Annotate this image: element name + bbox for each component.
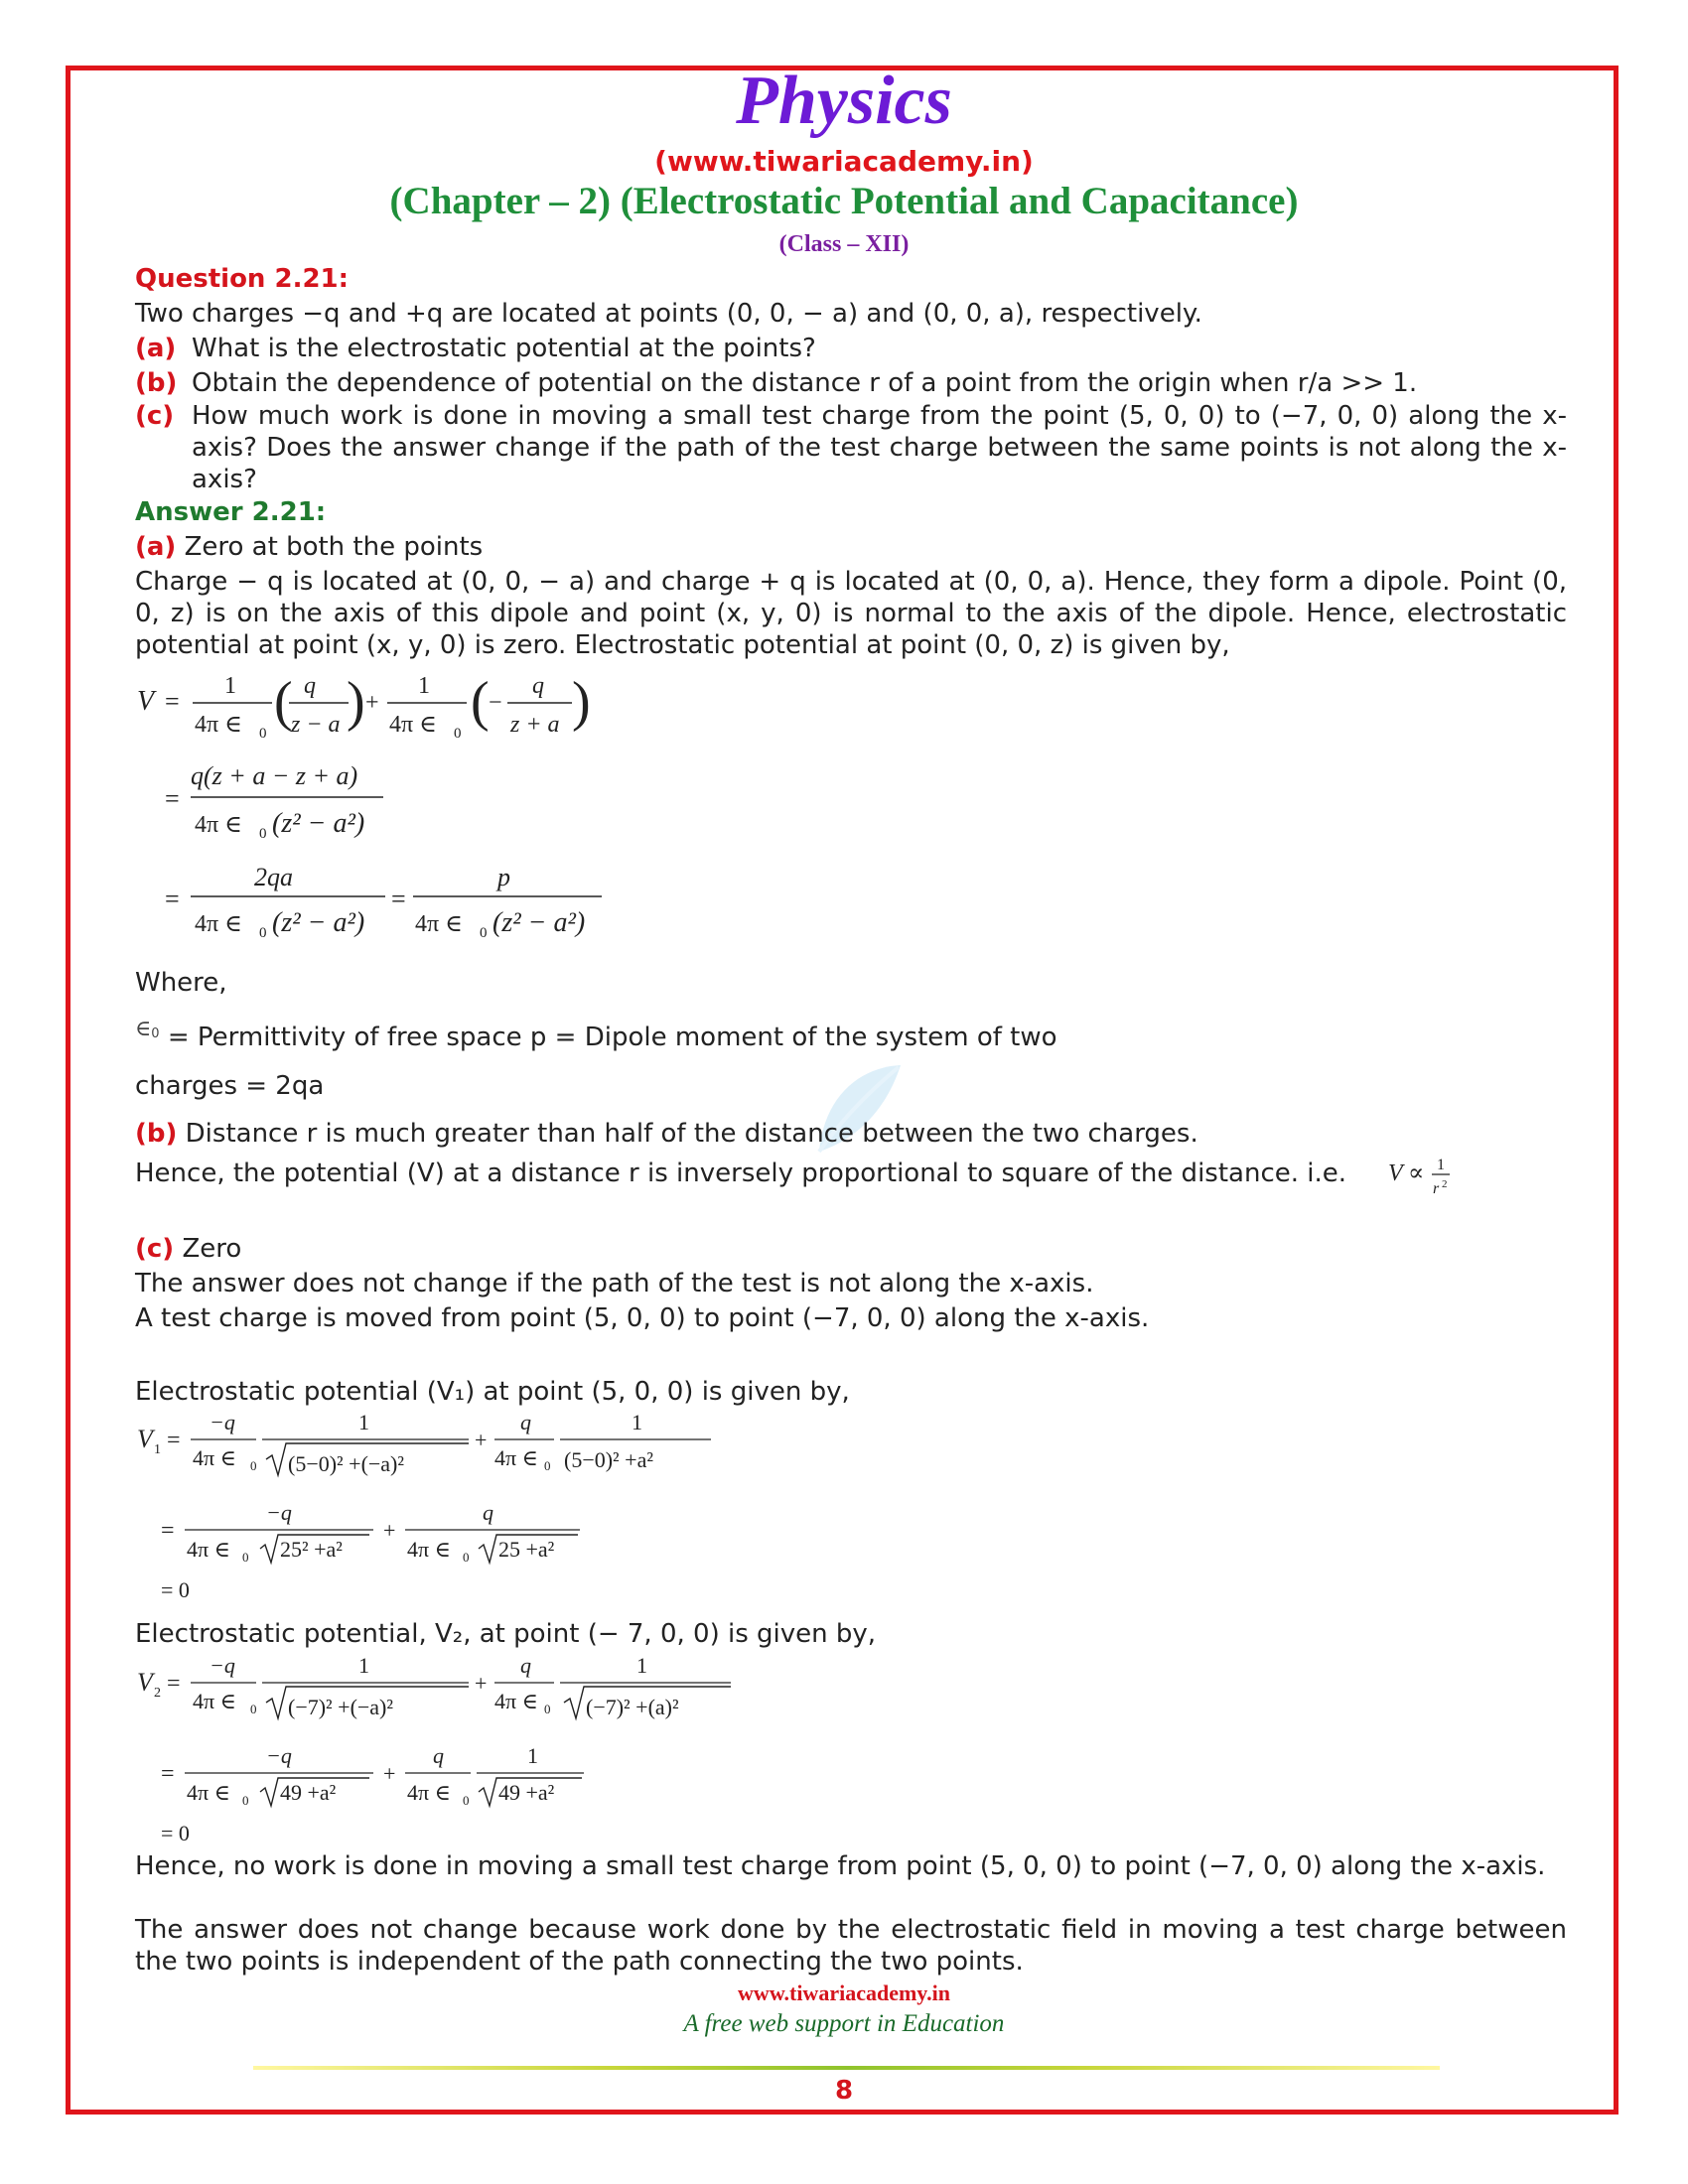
svg-text:=: = bbox=[167, 1428, 181, 1453]
svg-text:−q: −q bbox=[210, 1653, 235, 1678]
answer-part-c-label: (c) bbox=[135, 1234, 175, 1264]
svg-text:25 +a²: 25 +a² bbox=[498, 1537, 555, 1562]
svg-text:−: − bbox=[489, 690, 502, 716]
answer-part-c bbox=[135, 1233, 241, 1265]
svg-text:49 +a²: 49 +a² bbox=[498, 1780, 555, 1805]
question-heading: Question 2.21: bbox=[135, 264, 350, 294]
svg-text:−q: −q bbox=[266, 1500, 292, 1525]
svg-text:2: 2 bbox=[1442, 1178, 1448, 1190]
conclusion-2: The answer does not change because work done by the electrostatic field in moving a test charge between the two points is independent of the path connecting the two points. bbox=[135, 1915, 1567, 1977]
conclusion-1: Hence, no work is done in moving a small test charge from point (5, 0, 0) to point (−7, 0, 0) along the x-axis. bbox=[135, 1851, 1546, 1881]
svg-text:=: = bbox=[165, 784, 180, 813]
svg-text:0: 0 bbox=[544, 1702, 551, 1716]
svg-text:0: 0 bbox=[454, 726, 462, 742]
watermark-leaf-logo bbox=[809, 1057, 909, 1166]
svg-text:1: 1 bbox=[358, 1653, 369, 1678]
svg-text:+: + bbox=[475, 1671, 488, 1696]
svg-text:1: 1 bbox=[358, 1410, 369, 1434]
equation-v1 bbox=[135, 1410, 731, 1608]
answer-part-b-label: (b) bbox=[135, 1119, 178, 1149]
svg-text:1: 1 bbox=[1437, 1157, 1445, 1173]
question-text: Two charges −q and +q are located at points (0, 0, − a) and (0, 0, a), respectively. bbox=[135, 299, 1202, 329]
svg-text:1: 1 bbox=[636, 1653, 647, 1678]
svg-text:0: 0 bbox=[259, 726, 267, 742]
svg-text:0: 0 bbox=[242, 1550, 249, 1565]
svg-text:4π ∈: 4π ∈ bbox=[187, 1780, 230, 1805]
svg-text:= 0: = 0 bbox=[161, 1821, 190, 1845]
question-part-b-text: Obtain the dependence of potential on the distance r of a point from the origin when r/a >> 1. bbox=[192, 368, 1418, 398]
answer-part-c-title: Zero bbox=[182, 1234, 242, 1264]
svg-text:(−7)² +(a)²: (−7)² +(a)² bbox=[586, 1695, 679, 1719]
svg-text:1: 1 bbox=[154, 1442, 161, 1457]
svg-text:4π ∈: 4π ∈ bbox=[195, 712, 242, 738]
svg-text:0: 0 bbox=[480, 925, 488, 941]
svg-text:1: 1 bbox=[224, 673, 236, 699]
svg-text:2: 2 bbox=[154, 1686, 161, 1701]
answer-part-c-line2: A test charge is moved from point (5, 0, 0) to point (−7, 0, 0) along the x-axis. bbox=[135, 1303, 1150, 1333]
svg-text:(z² − a²): (z² − a²) bbox=[492, 907, 586, 938]
svg-text:=: = bbox=[161, 1761, 175, 1787]
svg-text:V: V bbox=[137, 686, 155, 717]
footer-divider bbox=[253, 2066, 1440, 2070]
svg-text:=: = bbox=[165, 687, 180, 716]
svg-text:0: 0 bbox=[242, 1793, 249, 1808]
svg-text:V: V bbox=[137, 1668, 153, 1697]
svg-text:V: V bbox=[137, 1425, 153, 1453]
v1-intro: Electrostatic potential (V₁) at point (5, 0, 0) is given by, bbox=[135, 1377, 850, 1407]
svg-text:4π ∈: 4π ∈ bbox=[494, 1445, 538, 1470]
svg-text:4π ∈: 4π ∈ bbox=[195, 812, 242, 838]
svg-text:+: + bbox=[383, 1518, 396, 1543]
permittivity-text: = Permittivity of free space p = Dipole moment of the system of two bbox=[167, 1023, 1057, 1052]
svg-text:25² +a²: 25² +a² bbox=[280, 1537, 343, 1562]
question-part-a-label: (a) bbox=[135, 334, 177, 363]
permittivity-line bbox=[135, 1016, 1057, 1064]
svg-text:4π ∈: 4π ∈ bbox=[407, 1537, 451, 1562]
svg-text:(5−0)² +a²: (5−0)² +a² bbox=[564, 1447, 653, 1472]
svg-text:+: + bbox=[383, 1761, 396, 1786]
svg-text:q: q bbox=[520, 1653, 531, 1678]
v2-intro: Electrostatic potential, V₂, at point (− 7, 0, 0) is given by, bbox=[135, 1619, 877, 1649]
svg-text:4π ∈: 4π ∈ bbox=[187, 1537, 230, 1562]
svg-text:4π ∈: 4π ∈ bbox=[195, 911, 242, 937]
svg-text:+: + bbox=[475, 1428, 488, 1452]
svg-text:4π ∈: 4π ∈ bbox=[193, 1689, 236, 1713]
svg-text:0: 0 bbox=[250, 1702, 257, 1716]
page-number: 8 bbox=[834, 2076, 854, 2106]
svg-text:0: 0 bbox=[259, 925, 267, 941]
svg-text:=: = bbox=[165, 885, 180, 913]
svg-text:−q: −q bbox=[210, 1410, 235, 1434]
svg-text:∝: ∝ bbox=[1408, 1160, 1425, 1186]
answer-part-b bbox=[135, 1118, 1565, 1150]
svg-text:−q: −q bbox=[266, 1743, 292, 1768]
svg-text:): ) bbox=[572, 671, 591, 733]
footer-url[interactable]: www.tiwariacademy.in bbox=[738, 1980, 950, 2005]
answer-part-b-line2: Hence, the potential (V) at a distance r is inversely proportional to square of the distance. i.e. bbox=[135, 1159, 1347, 1188]
footer-tagline: A free web support in Education bbox=[683, 2010, 1005, 2037]
svg-text:= 0: = 0 bbox=[161, 1577, 190, 1602]
svg-text:0: 0 bbox=[259, 826, 267, 842]
svg-text:q: q bbox=[532, 673, 544, 699]
answer-heading: Answer 2.21: bbox=[135, 497, 327, 527]
question-part-a-text: What is the electrostatic potential at the points? bbox=[192, 334, 816, 363]
svg-text:4π ∈: 4π ∈ bbox=[407, 1780, 451, 1805]
question-part-c-label: (c) bbox=[135, 401, 175, 431]
svg-text:z + a: z + a bbox=[510, 712, 560, 738]
svg-text:4π ∈: 4π ∈ bbox=[415, 911, 463, 937]
question-part-b-label: (b) bbox=[135, 368, 178, 398]
svg-text:q: q bbox=[520, 1410, 531, 1434]
svg-text:1: 1 bbox=[527, 1743, 538, 1768]
epsilon-symbol: ∈ bbox=[135, 1016, 152, 1040]
svg-text:(z² − a²): (z² − a²) bbox=[272, 907, 365, 938]
svg-text:(: ( bbox=[471, 671, 490, 733]
svg-text:(z² − a²): (z² − a²) bbox=[272, 808, 365, 839]
svg-text:=: = bbox=[167, 1671, 181, 1697]
svg-text:0: 0 bbox=[463, 1793, 470, 1808]
svg-text:V: V bbox=[1388, 1160, 1403, 1186]
svg-text:q: q bbox=[433, 1743, 444, 1768]
svg-text:r: r bbox=[1433, 1180, 1440, 1197]
svg-text:2qa: 2qa bbox=[254, 863, 293, 891]
answer-part-a-label: (a) bbox=[135, 532, 177, 562]
answer-part-a-paragraph: Charge − q is located at (0, 0, − a) and charge + q is located at (0, 0, a). Hence, they form a dipole. Point (0, 0, z) is on the axis of this dipole and point (x, y, 0) is normal to the axis of the dipole. Hence, electrostatic potential at point (x, y, 0) is zero. Electrostatic potential at point (0, 0, z) is given by, bbox=[135, 567, 1567, 660]
answer-part-b-line1: Distance r is much greater than half of the distance between the two charges. bbox=[185, 1119, 1198, 1149]
svg-text:): ) bbox=[347, 671, 365, 733]
equation-potential-axis bbox=[135, 665, 651, 953]
equation-v2 bbox=[135, 1653, 751, 1851]
svg-text:z − a: z − a bbox=[291, 712, 341, 738]
header-url: (www.tiwariacademy.in) bbox=[654, 145, 1034, 178]
svg-text:=: = bbox=[161, 1518, 175, 1544]
svg-text:1: 1 bbox=[418, 673, 430, 699]
question-part-c-text: How much work is done in moving a small test charge from the point (5, 0, 0) to (−7, 0, 0) along the x-axis? Does the answer change if the path of the test charge between the same points is not along the x-axis? bbox=[192, 401, 1567, 494]
svg-text:0: 0 bbox=[544, 1458, 551, 1473]
svg-text:4π ∈: 4π ∈ bbox=[193, 1445, 236, 1470]
where-label: Where, bbox=[135, 968, 227, 998]
svg-text:4π ∈: 4π ∈ bbox=[494, 1689, 538, 1713]
svg-text:(5−0)² +(−a)²: (5−0)² +(−a)² bbox=[288, 1451, 404, 1476]
svg-text:p: p bbox=[497, 863, 510, 891]
answer-part-c-line1: The answer does not change if the path of the test is not along the x-axis. bbox=[135, 1269, 1094, 1298]
proportional-relation bbox=[1388, 1150, 1458, 1201]
answer-part-a-title: Zero at both the points bbox=[184, 532, 484, 562]
svg-text:(−7)² +(−a)²: (−7)² +(−a)² bbox=[288, 1695, 393, 1719]
svg-text:(: ( bbox=[274, 671, 293, 733]
svg-text:0: 0 bbox=[250, 1458, 257, 1473]
svg-text:1: 1 bbox=[632, 1410, 642, 1434]
epsilon-subscript: 0 bbox=[151, 1026, 160, 1042]
svg-text:q(z + a − z + a): q(z + a − z + a) bbox=[191, 761, 358, 790]
svg-text:0: 0 bbox=[463, 1550, 470, 1565]
svg-text:q: q bbox=[483, 1500, 493, 1525]
svg-text:49 +a²: 49 +a² bbox=[280, 1780, 337, 1805]
svg-text:=: = bbox=[391, 885, 406, 913]
svg-text:4π ∈: 4π ∈ bbox=[389, 712, 437, 738]
class-label: (Class – XII) bbox=[778, 231, 910, 257]
answer-part-a bbox=[135, 531, 1565, 563]
svg-text:q: q bbox=[304, 673, 316, 699]
page-title: Physics bbox=[736, 63, 952, 139]
svg-text:+: + bbox=[365, 690, 379, 716]
charges-line: charges = 2qa bbox=[135, 1071, 325, 1101]
chapter-title: (Chapter – 2) (Electrostatic Potential and Capacitance) bbox=[389, 180, 1299, 222]
